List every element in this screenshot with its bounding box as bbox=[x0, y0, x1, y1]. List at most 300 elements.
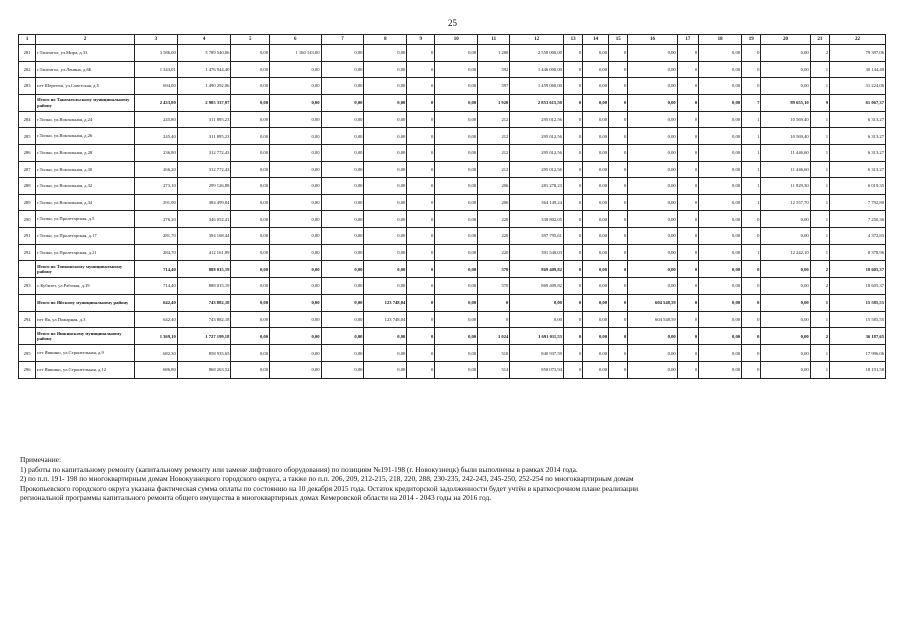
table-cell: 1 bbox=[742, 111, 761, 128]
table-cell: 0,00 bbox=[699, 345, 742, 362]
column-header: 9 bbox=[407, 35, 435, 45]
table-cell: 412 161,89 bbox=[177, 244, 231, 261]
table-cell: 1 bbox=[810, 227, 829, 244]
table-cell: 0,00 bbox=[270, 178, 322, 195]
table-cell: 514 bbox=[478, 361, 510, 378]
column-header: 15 bbox=[609, 35, 628, 45]
table-cell: 0,00 bbox=[699, 111, 742, 128]
table-cell: 0,00 bbox=[761, 278, 810, 295]
table-cell: 0,00 bbox=[435, 261, 478, 278]
table-cell: 0 bbox=[407, 244, 435, 261]
table-cell: 0 bbox=[677, 211, 698, 228]
table-cell: 0 bbox=[563, 111, 582, 128]
table-cell: 0,00 bbox=[761, 328, 810, 345]
table-cell: 0 bbox=[478, 294, 510, 311]
table-cell: 0,00 bbox=[761, 227, 810, 244]
table-cell: 0 bbox=[609, 361, 628, 378]
table-cell: 0,00 bbox=[321, 61, 364, 78]
table-cell: 295 bbox=[19, 345, 36, 362]
address-cell: г.Топки, ул.Вокзальная, д.30 bbox=[36, 161, 135, 178]
table-cell: 0 bbox=[609, 345, 628, 362]
table-cell: 0,00 bbox=[270, 128, 322, 145]
table-cell: 0 bbox=[609, 227, 628, 244]
table-cell: 0 bbox=[609, 261, 628, 278]
table-cell: 299 126,88 bbox=[177, 178, 231, 195]
table-cell: 0 bbox=[563, 178, 582, 195]
table-cell: 123 748,04 bbox=[364, 311, 407, 328]
table-cell: 869 409,82 bbox=[510, 261, 564, 278]
table-cell: 0,00 bbox=[583, 128, 609, 145]
address-cell: г.Топки, ул.Вокзальная, д.34 bbox=[36, 194, 135, 211]
address-cell: Итого по Таштагольскому муниципальному району bbox=[36, 94, 135, 111]
table-cell: 0,00 bbox=[699, 94, 742, 111]
table-cell: 1 bbox=[742, 144, 761, 161]
table-cell: 0,00 bbox=[435, 244, 478, 261]
table-cell: 0 bbox=[609, 311, 628, 328]
table-cell: 292 bbox=[19, 244, 36, 261]
table-cell: 266,20 bbox=[134, 161, 177, 178]
table-cell: 0,00 bbox=[321, 111, 364, 128]
table-row bbox=[19, 345, 886, 362]
table-cell: 0,00 bbox=[321, 311, 364, 328]
table-cell: 0,00 bbox=[583, 278, 609, 295]
table-cell: 0 bbox=[407, 328, 435, 345]
table-cell: 0 bbox=[407, 178, 435, 195]
table-cell: 0,00 bbox=[270, 78, 322, 95]
table-cell: 0,00 bbox=[583, 144, 609, 161]
table-cell: 0,00 bbox=[231, 144, 270, 161]
table-cell: 0 bbox=[677, 278, 698, 295]
table-cell: 220 bbox=[478, 227, 510, 244]
table-cell: 0,00 bbox=[321, 161, 364, 178]
table-cell: 312 772,43 bbox=[177, 161, 231, 178]
table-cell: 0,00 bbox=[270, 144, 322, 161]
table-cell: 0,00 bbox=[583, 261, 609, 278]
table-cell: 0,00 bbox=[699, 161, 742, 178]
table-cell: 0,00 bbox=[231, 244, 270, 261]
column-header: 3 bbox=[134, 35, 177, 45]
table-cell: 284 bbox=[19, 111, 36, 128]
table-cell: 1 bbox=[810, 244, 829, 261]
table-cell: 1 160 143,00 bbox=[270, 45, 322, 62]
table-cell: 0,00 bbox=[321, 345, 364, 362]
table-row bbox=[19, 61, 886, 78]
table-cell: 0,00 bbox=[364, 161, 407, 178]
table-cell: 604 548,59 bbox=[628, 294, 677, 311]
table-cell: 3 789 540,06 bbox=[177, 45, 231, 62]
table-cell: 0,00 bbox=[364, 78, 407, 95]
table-cell: 0,00 bbox=[628, 227, 677, 244]
table-cell: 0 bbox=[609, 161, 628, 178]
table-cell: 0,00 bbox=[583, 161, 609, 178]
table-cell: 0,00 bbox=[231, 294, 270, 311]
table-cell: 0,00 bbox=[270, 361, 322, 378]
table-cell: 0 bbox=[677, 194, 698, 211]
column-header: 14 bbox=[583, 35, 609, 45]
table-cell: 0,00 bbox=[231, 94, 270, 111]
table-cell: 17 996,06 bbox=[830, 345, 886, 362]
table-cell: 220 bbox=[478, 211, 510, 228]
table-cell: 0,00 bbox=[628, 161, 677, 178]
table-cell: 1 bbox=[810, 161, 829, 178]
table-cell: 0 bbox=[563, 227, 582, 244]
table-cell: 276,20 bbox=[134, 211, 177, 228]
table-cell: 0 bbox=[742, 278, 761, 295]
address-cell: пгт Яшкино, ул.Строительная, д.12 bbox=[36, 361, 135, 378]
table-cell: 0 bbox=[742, 361, 761, 378]
address-cell: с.Кубитет, ул.Рабочая, д.19 bbox=[36, 278, 135, 295]
table-cell: 0,00 bbox=[364, 144, 407, 161]
table-cell: 0,00 bbox=[628, 194, 677, 211]
table-cell: 10 569,40 bbox=[761, 111, 810, 128]
column-header: 19 bbox=[742, 35, 761, 45]
table-cell: 212 bbox=[478, 144, 510, 161]
column-header: 6 bbox=[270, 35, 322, 45]
table-cell: 0 bbox=[407, 111, 435, 128]
table-cell: 296 bbox=[19, 361, 36, 378]
table-cell: 0,00 bbox=[510, 294, 564, 311]
table-cell: 0,00 bbox=[321, 244, 364, 261]
table-cell: 1 bbox=[810, 311, 829, 328]
subtotal-row bbox=[19, 328, 886, 345]
table-cell: 0,00 bbox=[270, 311, 322, 328]
table-cell: 0 bbox=[609, 244, 628, 261]
table-cell: 0,00 bbox=[435, 294, 478, 311]
table-cell: 0 bbox=[677, 227, 698, 244]
table-cell: 0,00 bbox=[583, 328, 609, 345]
table-cell: 0,00 bbox=[321, 261, 364, 278]
table-cell: 311 895,23 bbox=[177, 128, 231, 145]
table-cell: 0,00 bbox=[364, 94, 407, 111]
address-cell: пгт Яшкино, ул.Строительная, д.9 bbox=[36, 345, 135, 362]
table-cell: 0 bbox=[407, 194, 435, 211]
table-cell: 0,00 bbox=[231, 194, 270, 211]
table-cell: 604 548,59 bbox=[628, 311, 677, 328]
table-cell: 0 bbox=[407, 61, 435, 78]
table-cell: 1 bbox=[810, 294, 829, 311]
table-cell: 0 bbox=[563, 361, 582, 378]
table-cell: 2 905 337,97 bbox=[177, 94, 231, 111]
address-cell: г.Таштагол, ул.Мира, д.33 bbox=[36, 45, 135, 62]
table-cell: 869 409,82 bbox=[510, 278, 564, 295]
table-cell: 3 586,00 bbox=[134, 45, 177, 62]
table-cell: 1 490 292,06 bbox=[177, 78, 231, 95]
table-cell: 245,40 bbox=[134, 128, 177, 145]
notes-title: Примечание: bbox=[20, 455, 62, 464]
column-header: 10 bbox=[435, 35, 478, 45]
table-cell: 0 bbox=[609, 78, 628, 95]
table-cell: 0,00 bbox=[699, 361, 742, 378]
table-cell: 0,00 bbox=[435, 194, 478, 211]
table-row bbox=[19, 244, 886, 261]
table-cell: 288 bbox=[19, 178, 36, 195]
table-cell: 570 bbox=[478, 278, 510, 295]
table-cell: 0,00 bbox=[321, 144, 364, 161]
table-cell: 31 224,06 bbox=[830, 78, 886, 95]
table-row bbox=[19, 227, 886, 244]
table-cell: 0,00 bbox=[270, 211, 322, 228]
table-cell: 1 920 bbox=[478, 94, 510, 111]
table-cell: 0,00 bbox=[435, 94, 478, 111]
table-cell: 0,00 bbox=[583, 194, 609, 211]
table-cell: 0 bbox=[563, 94, 582, 111]
address-cell: г.Топки, ул.Вокзальная, д.32 bbox=[36, 178, 135, 195]
table-cell: 0 bbox=[609, 294, 628, 311]
table-cell: 4 372,83 bbox=[830, 227, 886, 244]
table-cell: 597 bbox=[478, 78, 510, 95]
table-cell: 0 bbox=[677, 61, 698, 78]
table-cell: 0,00 bbox=[270, 294, 322, 311]
table-cell: 6 019,35 bbox=[830, 178, 886, 195]
column-header: 18 bbox=[699, 35, 742, 45]
table-cell: 0,00 bbox=[628, 111, 677, 128]
table-cell: 0,00 bbox=[628, 128, 677, 145]
table-cell: 30 144,40 bbox=[830, 61, 886, 78]
table-cell: 206 bbox=[478, 194, 510, 211]
address-cell: пгт Яя, ул.Пожарная, д.3 bbox=[36, 311, 135, 328]
table-cell: 0,00 bbox=[699, 128, 742, 145]
table-cell: 0 bbox=[407, 261, 435, 278]
table-cell: 0,00 bbox=[583, 211, 609, 228]
table-cell: 0,00 bbox=[364, 261, 407, 278]
table-cell: 0,00 bbox=[231, 111, 270, 128]
table-cell: 0,00 bbox=[364, 211, 407, 228]
table-cell: 0 bbox=[563, 261, 582, 278]
table-cell: 0,00 bbox=[699, 261, 742, 278]
table-cell: 286 bbox=[19, 144, 36, 161]
table-cell: 0 bbox=[609, 144, 628, 161]
table-cell: 290 bbox=[19, 211, 36, 228]
address-cell: пгт Шерегеш, ул.Советская, д.5 bbox=[36, 78, 135, 95]
table-cell: 0,00 bbox=[231, 61, 270, 78]
table-cell: 0,00 bbox=[231, 227, 270, 244]
table-cell: 11 446,60 bbox=[761, 144, 810, 161]
table-cell: 0,00 bbox=[270, 61, 322, 78]
table-cell: 0,00 bbox=[699, 45, 742, 62]
table-cell: 0,00 bbox=[270, 278, 322, 295]
table-cell: 7 250,36 bbox=[830, 211, 886, 228]
table-cell: 0,00 bbox=[761, 294, 810, 311]
table-cell: 293 bbox=[19, 278, 36, 295]
table-cell: 12 242,10 bbox=[761, 244, 810, 261]
table-cell: 0,00 bbox=[321, 361, 364, 378]
subtotal-row bbox=[19, 94, 886, 111]
table-cell: 1 200 bbox=[478, 45, 510, 62]
table-cell: 1 476 944,40 bbox=[177, 61, 231, 78]
table-cell: 0 bbox=[563, 128, 582, 145]
table-cell: 0,00 bbox=[364, 111, 407, 128]
table-cell: 714,40 bbox=[134, 261, 177, 278]
table-cell: 0,00 bbox=[583, 294, 609, 311]
table-cell: 743 882,18 bbox=[177, 311, 231, 328]
table-cell: 0,00 bbox=[231, 311, 270, 328]
table-cell: 18 605,37 bbox=[830, 261, 886, 278]
table-cell: 0 bbox=[407, 361, 435, 378]
table-cell: 0,00 bbox=[699, 294, 742, 311]
table-cell: 281,70 bbox=[134, 227, 177, 244]
table-cell: 0 bbox=[742, 261, 761, 278]
table-cell: 0,00 bbox=[510, 311, 564, 328]
table-cell: 1 369,10 bbox=[134, 328, 177, 345]
table-cell: 2 bbox=[810, 45, 829, 62]
table-cell: 2 bbox=[810, 278, 829, 295]
column-header: 4 bbox=[177, 35, 231, 45]
table-cell: 0,00 bbox=[231, 178, 270, 195]
column-header: 16 bbox=[628, 35, 677, 45]
table-cell: 36 187,65 bbox=[830, 328, 886, 345]
table-cell: 0 bbox=[563, 45, 582, 62]
column-header: 2 bbox=[36, 35, 135, 45]
table-cell: 0,00 bbox=[364, 178, 407, 195]
table-cell: 1 691 011,53 bbox=[510, 328, 564, 345]
table-cell: 18 191,58 bbox=[830, 361, 886, 378]
table-cell: 294 bbox=[19, 311, 36, 328]
table-cell: 0,00 bbox=[583, 111, 609, 128]
table-cell: 0,00 bbox=[435, 345, 478, 362]
table-cell: 220 bbox=[478, 244, 510, 261]
table-cell: 1 bbox=[810, 345, 829, 362]
table-cell: 0,00 bbox=[435, 128, 478, 145]
table-cell: 0 bbox=[742, 328, 761, 345]
table-cell: 0 bbox=[742, 311, 761, 328]
table-cell: 0,00 bbox=[583, 45, 609, 62]
table-cell: 0 bbox=[407, 345, 435, 362]
table-cell: 0,00 bbox=[270, 345, 322, 362]
table-cell: 1 bbox=[742, 161, 761, 178]
table-cell: 123 748,04 bbox=[364, 294, 407, 311]
table-cell: 0,00 bbox=[699, 61, 742, 78]
table-cell: 0 bbox=[609, 94, 628, 111]
column-header: 20 bbox=[761, 35, 810, 45]
table-cell: 1 459 068,00 bbox=[510, 78, 564, 95]
table-cell: 0 bbox=[609, 178, 628, 195]
table-cell: 888 015,19 bbox=[177, 261, 231, 278]
table-cell: 283 bbox=[19, 78, 36, 95]
table-cell: 391 540,03 bbox=[510, 244, 564, 261]
table-cell: 0,00 bbox=[321, 294, 364, 311]
table-cell: 0,00 bbox=[321, 211, 364, 228]
page-number: 25 bbox=[448, 18, 457, 28]
column-header: 22 bbox=[830, 35, 886, 45]
table-cell: 0,00 bbox=[231, 128, 270, 145]
table-cell: 0 bbox=[563, 61, 582, 78]
table-cell: 0,00 bbox=[270, 244, 322, 261]
table-cell: 0,00 bbox=[435, 227, 478, 244]
table-cell bbox=[19, 328, 36, 345]
table-cell: 0,00 bbox=[364, 45, 407, 62]
table-cell: 295 012,56 bbox=[510, 111, 564, 128]
address-cell: Итого по Топкинскому муниципальному району bbox=[36, 261, 135, 278]
table-cell: 1 bbox=[742, 128, 761, 145]
column-header: 7 bbox=[321, 35, 364, 45]
table-cell: 642,40 bbox=[134, 294, 177, 311]
table-cell: 682,30 bbox=[134, 345, 177, 362]
table-cell: 592 bbox=[478, 61, 510, 78]
table-cell: 245,80 bbox=[134, 111, 177, 128]
table-cell: 1 343,01 bbox=[134, 61, 177, 78]
table-cell: 0,00 bbox=[583, 178, 609, 195]
table-cell: 0,00 bbox=[583, 94, 609, 111]
table-cell: 0,00 bbox=[231, 78, 270, 95]
table-cell: 0,00 bbox=[761, 345, 810, 362]
table-cell: 0 bbox=[407, 94, 435, 111]
table-row bbox=[19, 211, 886, 228]
table-cell: 686,80 bbox=[134, 361, 177, 378]
table-cell: 0 bbox=[609, 61, 628, 78]
table-cell: 0 bbox=[563, 211, 582, 228]
table-cell: 0,00 bbox=[364, 244, 407, 261]
address-cell: Итого по Яшкинскому муниципальному району bbox=[36, 328, 135, 345]
table-cell: 1 727 199,18 bbox=[177, 328, 231, 345]
table-cell: 2 550 000,00 bbox=[510, 45, 564, 62]
table-cell: 9 bbox=[810, 94, 829, 111]
table-cell: 570 bbox=[478, 261, 510, 278]
table-cell: 0 bbox=[677, 328, 698, 345]
table-cell: 0 bbox=[677, 94, 698, 111]
table-cell: 0,00 bbox=[761, 78, 810, 95]
table-cell: 0,00 bbox=[435, 144, 478, 161]
table-cell: 0,00 bbox=[270, 94, 322, 111]
table-cell: 1 bbox=[810, 178, 829, 195]
table-cell: 0,00 bbox=[761, 45, 810, 62]
table-cell: 6 313,27 bbox=[830, 161, 886, 178]
table-row bbox=[19, 311, 886, 328]
table-cell: 1 bbox=[810, 78, 829, 95]
capital-repair-table bbox=[18, 34, 886, 379]
table-cell: 89 655,10 bbox=[761, 94, 810, 111]
table-cell: 0,00 bbox=[364, 361, 407, 378]
subtotal-row bbox=[19, 294, 886, 311]
table-cell: 0,00 bbox=[321, 78, 364, 95]
table-cell: 0 bbox=[677, 345, 698, 362]
table-cell: 0,00 bbox=[628, 178, 677, 195]
table-cell: 868 263,52 bbox=[177, 361, 231, 378]
table-cell: 0,00 bbox=[628, 278, 677, 295]
table-cell: 0,00 bbox=[761, 211, 810, 228]
table-cell bbox=[19, 261, 36, 278]
table-cell: 0,00 bbox=[699, 227, 742, 244]
table-cell: 18 605,37 bbox=[830, 278, 886, 295]
table-cell: 0,00 bbox=[699, 211, 742, 228]
table-cell: 8 378,96 bbox=[830, 244, 886, 261]
table-cell: 0 bbox=[407, 294, 435, 311]
table-cell: 0,00 bbox=[270, 111, 322, 128]
table-cell: 0,00 bbox=[699, 328, 742, 345]
table-cell: 281 bbox=[19, 45, 36, 62]
table-cell: 0,00 bbox=[628, 361, 677, 378]
table-cell: 0,00 bbox=[270, 328, 322, 345]
column-header: 12 bbox=[510, 35, 564, 45]
table-cell: 0,00 bbox=[435, 45, 478, 62]
table-cell: 0,00 bbox=[231, 328, 270, 345]
table-cell: 0,00 bbox=[435, 361, 478, 378]
table-cell: 0,00 bbox=[583, 361, 609, 378]
table-cell: 10 569,40 bbox=[761, 128, 810, 145]
table-cell: 0 bbox=[677, 294, 698, 311]
table-cell: 295 012,56 bbox=[510, 128, 564, 145]
table-cell: 1 bbox=[810, 111, 829, 128]
table-cell: 212 bbox=[478, 111, 510, 128]
note-line-1: 1) работы по капитальному ремонту (капитальному ремонту или замене лифтового оборудования) по позициям №191-198 (г. Новокузнецк) были выполнены в рамках 2014 года. bbox=[20, 464, 578, 474]
table-cell: 0 bbox=[677, 161, 698, 178]
table-cell: 291 bbox=[19, 227, 36, 244]
table-cell: 0,00 bbox=[628, 345, 677, 362]
table-cell: 285 bbox=[19, 128, 36, 145]
table-cell: 0,00 bbox=[321, 227, 364, 244]
address-cell: г.Топки, ул.Вокзальная, д.28 bbox=[36, 144, 135, 161]
table-cell: 0,00 bbox=[699, 278, 742, 295]
table-row bbox=[19, 144, 886, 161]
